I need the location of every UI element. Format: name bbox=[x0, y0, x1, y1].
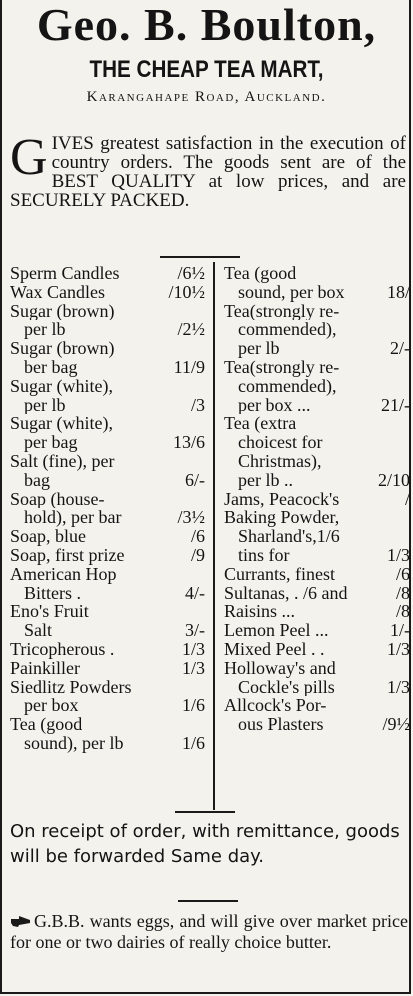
price-list-item bbox=[10, 414, 205, 452]
item-price: /2½ bbox=[177, 319, 205, 340]
item-name: commended), bbox=[238, 376, 337, 396]
item-name: sound), per lb bbox=[24, 733, 124, 753]
price-list-item bbox=[224, 358, 410, 414]
item-price: 1/6 bbox=[181, 695, 205, 716]
item-price: 1/3 bbox=[386, 676, 410, 697]
price-list-item bbox=[224, 584, 410, 603]
item-name: Sugar (brown) bbox=[10, 339, 115, 358]
price-list-item bbox=[224, 490, 410, 509]
price-list-item bbox=[10, 490, 205, 528]
price-list-item bbox=[224, 508, 410, 564]
item-price: /3½ bbox=[177, 507, 205, 528]
item-price: 1/3 bbox=[181, 638, 205, 659]
price-list-item bbox=[224, 621, 410, 640]
section-divider bbox=[160, 256, 240, 258]
item-name: Painkiller bbox=[10, 658, 80, 678]
item-name: sound, per box bbox=[238, 282, 345, 302]
item-name: per bag bbox=[24, 433, 78, 452]
item-price: 6/- bbox=[185, 469, 205, 490]
item-price: /8 bbox=[395, 601, 410, 622]
item-price: /3 bbox=[190, 394, 205, 415]
price-list-item bbox=[224, 264, 410, 302]
item-name: Eno's Fruit bbox=[10, 602, 89, 622]
item-name: per lb bbox=[24, 320, 66, 340]
item-name: ber bag bbox=[24, 357, 78, 377]
item-name: Christmas), bbox=[238, 451, 322, 471]
delivery-notice: On receipt of order, with remittance, goods will be forwarded Same day. bbox=[10, 821, 400, 867]
price-list-item bbox=[10, 565, 205, 603]
price-list-item bbox=[10, 452, 205, 490]
item-price: 1/3 bbox=[386, 638, 410, 659]
item-price: 1/3 bbox=[181, 657, 205, 678]
item-name: Salt bbox=[24, 621, 53, 640]
item-price: 18/ bbox=[386, 281, 410, 302]
price-list-item bbox=[10, 527, 205, 546]
item-name: Siedlitz Powders bbox=[10, 677, 132, 697]
intro-paragraph bbox=[10, 129, 406, 211]
item-name: ous Plasters bbox=[238, 715, 324, 734]
intro-text: IVES greatest satisfaction in the execution of country orders. The goods sent are of the BEST QUALITY at low prices, and are SECURELY PACKED. bbox=[10, 133, 406, 211]
price-list-item bbox=[10, 640, 205, 659]
item-name: Currants, finest bbox=[224, 564, 335, 584]
item-price: 11/9 bbox=[173, 356, 205, 377]
item-price: 1/- bbox=[390, 620, 410, 641]
item-price: /6 bbox=[395, 563, 410, 584]
item-name: bag bbox=[24, 470, 50, 490]
item-name: Tea (good bbox=[224, 264, 297, 283]
item-name: Soap, blue bbox=[10, 527, 86, 546]
item-name: Sharland's,1/6 bbox=[238, 527, 340, 546]
item-name: Cockle's pills bbox=[238, 677, 335, 697]
item-name: Sugar (brown) bbox=[10, 301, 115, 321]
price-list-item bbox=[10, 715, 205, 753]
item-name: Holloway's and bbox=[224, 658, 336, 678]
item-name: commended), bbox=[238, 320, 337, 340]
item-price: 4/- bbox=[185, 582, 205, 603]
item-price: /6 bbox=[190, 526, 205, 547]
item-name: per lb .. bbox=[238, 470, 293, 490]
shop-name: THE CHEAP TEA MART, bbox=[89, 56, 324, 83]
pointing-hand-icon bbox=[10, 914, 32, 928]
shop-address: Karangahape Road, Auckland. bbox=[86, 89, 327, 105]
item-price: /9½ bbox=[382, 714, 410, 735]
item-name: Tea (extra bbox=[224, 414, 297, 434]
eggs-notice bbox=[10, 911, 408, 953]
price-list-item bbox=[10, 302, 205, 340]
item-name: Sultanas, . /6 and bbox=[224, 583, 348, 603]
price-list-item bbox=[10, 339, 205, 377]
item-name: American Hop bbox=[10, 564, 117, 584]
price-list-item bbox=[224, 302, 410, 358]
item-name: Salt (fine), per bbox=[10, 451, 115, 471]
item-name: Lemon Peel ... bbox=[224, 621, 329, 640]
price-list-item bbox=[10, 678, 205, 716]
item-price: / bbox=[404, 488, 410, 509]
item-name: Mixed Peel . . bbox=[224, 639, 325, 659]
price-list-item bbox=[10, 659, 205, 678]
item-name: Bitters . bbox=[24, 583, 81, 603]
item-price: /8 bbox=[395, 582, 410, 603]
item-name: hold), per bar bbox=[24, 508, 122, 528]
item-name: Baking Powder, bbox=[224, 508, 340, 528]
price-list-item bbox=[10, 283, 205, 302]
item-price: 3/- bbox=[185, 620, 205, 641]
item-name: Wax Candles bbox=[10, 282, 106, 302]
section-divider bbox=[178, 900, 238, 902]
item-name: Tea (good bbox=[10, 715, 83, 734]
item-price: 2/- bbox=[390, 338, 410, 359]
item-name: per box bbox=[24, 696, 79, 716]
item-price: 21/- bbox=[381, 394, 410, 415]
item-name: Sperm Candles bbox=[10, 264, 120, 283]
price-list-item bbox=[10, 377, 205, 415]
price-list-item bbox=[224, 565, 410, 584]
price-list-item bbox=[224, 414, 410, 489]
item-name: per lb bbox=[24, 395, 66, 415]
item-name: tins for bbox=[238, 545, 290, 565]
item-name: per box ... bbox=[238, 395, 311, 415]
item-price: /9 bbox=[190, 544, 205, 565]
item-price: 13/6 bbox=[172, 432, 205, 453]
item-price: 2/10 bbox=[377, 469, 410, 490]
item-name: Sugar (white), bbox=[10, 414, 113, 434]
price-list-left bbox=[10, 264, 205, 753]
item-name: Tricopherous . bbox=[10, 639, 115, 659]
price-list-item bbox=[224, 659, 410, 697]
price-list-item bbox=[224, 696, 410, 734]
price-list-item bbox=[10, 602, 205, 640]
item-price: 1/6 bbox=[181, 732, 205, 753]
column-divider bbox=[213, 262, 215, 810]
item-name: Soap, first prize bbox=[10, 545, 125, 565]
item-price: /6½ bbox=[177, 263, 205, 283]
section-divider bbox=[175, 811, 235, 813]
item-name: Tea(strongly re- bbox=[224, 301, 340, 321]
intro-dropcap: G bbox=[10, 129, 48, 186]
item-name: Soap (house- bbox=[10, 489, 105, 509]
price-list-right bbox=[224, 264, 410, 734]
item-price: 1/3 bbox=[386, 544, 410, 565]
price-list-item bbox=[10, 264, 205, 283]
price-list-item bbox=[10, 546, 205, 565]
eggs-notice-text: G.B.B. wants eggs, and will give over market price for one or two dairies of really choice butter. bbox=[10, 911, 408, 952]
item-name: Allcock's Por- bbox=[224, 696, 327, 716]
item-name: Jams, Peacock's bbox=[224, 489, 340, 509]
item-name: Tea(strongly re- bbox=[224, 357, 340, 377]
item-name: per lb bbox=[238, 339, 280, 358]
advertiser-name: Geo. B. Boulton, bbox=[36, 0, 377, 50]
price-list-item bbox=[224, 640, 410, 659]
item-price: /10½ bbox=[168, 281, 205, 302]
price-list-item bbox=[224, 602, 410, 621]
item-name: choicest for bbox=[238, 433, 323, 452]
item-name: Raisins ... bbox=[224, 602, 296, 622]
item-name: Sugar (white), bbox=[10, 376, 113, 396]
